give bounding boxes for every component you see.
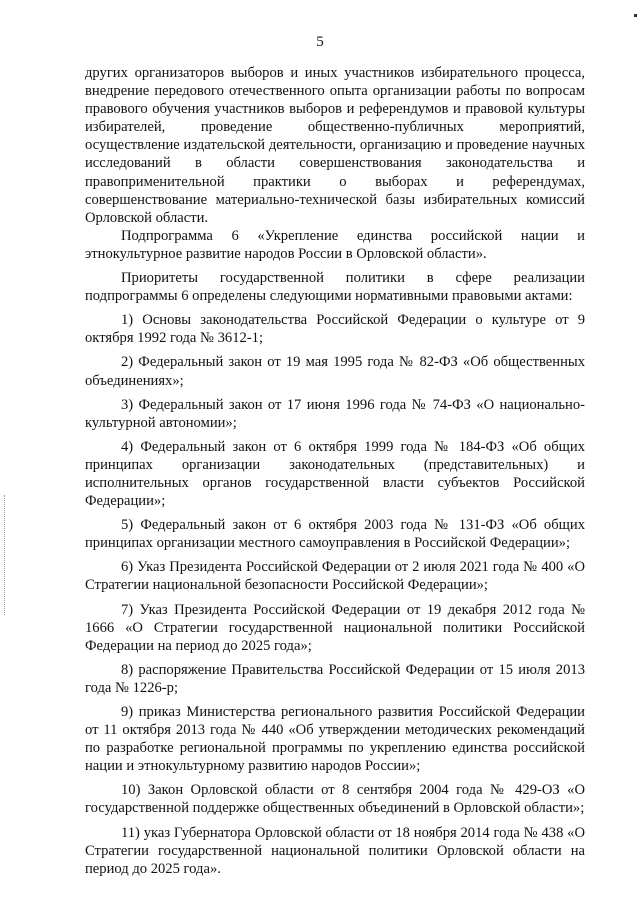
list-item-7: 7) Указ Президента Российской Федерации от 19 декабря 2012 года № 1666 «О Стратегии государственной национальной политики Российской Федерации на период до 2025 года»;: [85, 601, 585, 654]
list-item-4: 4) Федеральный закон от 6 октября 1999 года № 184-ФЗ «Об общих принципах организации законодательных (представительных) и исполнительных органов государственной власти субъектов Российской Федерации»;: [85, 438, 585, 510]
list-item-3: 3) Федеральный закон от 17 июня 1996 года № 74-ФЗ «О национально-культурной автономии»;: [85, 396, 585, 431]
list-item-9: 9) приказ Министерства регионального развития Российской Федерации от 11 октября 2013 года № 440 «Об утверждении методических рекомендаций по разработке региональной программы по укреплению единства российской нации и этнокультурному развитию народов России»;: [85, 704, 585, 775]
scan-margin-dots: [4, 495, 6, 615]
list-item-1: 1) Основы законодательства Российской Федерации о культуре от 9 октября 1992 года № 3612-1;: [85, 312, 585, 347]
document-body: [85, 64, 585, 878]
scan-edge-mark: [634, 14, 637, 17]
paragraph-continuation: других организаторов выборов и иных участников избирательного процесса, внедрение передового отечественного опыта организации работы по вопросам правового обучения участников выборов и референдумов и правовой культуры избирателей, проведение общественно-публичных мероприятий, осуществление издательской деятельности, организацию и проведение научных исследований в области совершенствования законодательства и правоприменительной практики о выборах и референдумах, совершенствование материально-технической базы избирательных комиссий Орловской области.: [85, 65, 585, 226]
list-item-2: 2) Федеральный закон от 19 мая 1995 года № 82-ФЗ «Об общественных объединениях»;: [85, 354, 585, 389]
page-number: 5: [316, 34, 324, 50]
paragraph-subprogram-6: Подпрограмма 6 «Укрепление единства российской нации и этнокультурное развитие народов России в Орловской области».: [85, 227, 585, 262]
paragraph-priorities: Приоритеты государственной политики в сфере реализации подпрограммы 6 определены следующими нормативными правовыми актами:: [85, 270, 585, 305]
list-item-6: 6) Указ Президента Российской Федерации от 2 июля 2021 года № 400 «О Стратегии национальной безопасности Российской Федерации»;: [85, 559, 585, 594]
list-item-8: 8) распоряжение Правительства Российской Федерации от 15 июля 2013 года № 1226-р;: [85, 661, 585, 696]
list-item-10: 10) Закон Орловской области от 8 сентября 2004 года № 429-ОЗ «О государственной поддержке общественных объединений в Орловской области»;: [85, 782, 585, 817]
list-item-5: 5) Федеральный закон от 6 октября 2003 года № 131-ФЗ «Об общих принципах организации местного самоуправления в Российской Федерации»;: [85, 517, 585, 552]
list-item-11: 11) указ Губернатора Орловской области от 18 ноября 2014 года № 438 «О Стратегии государственной национальной политики Орловской области на период до 2025 года».: [85, 824, 585, 877]
